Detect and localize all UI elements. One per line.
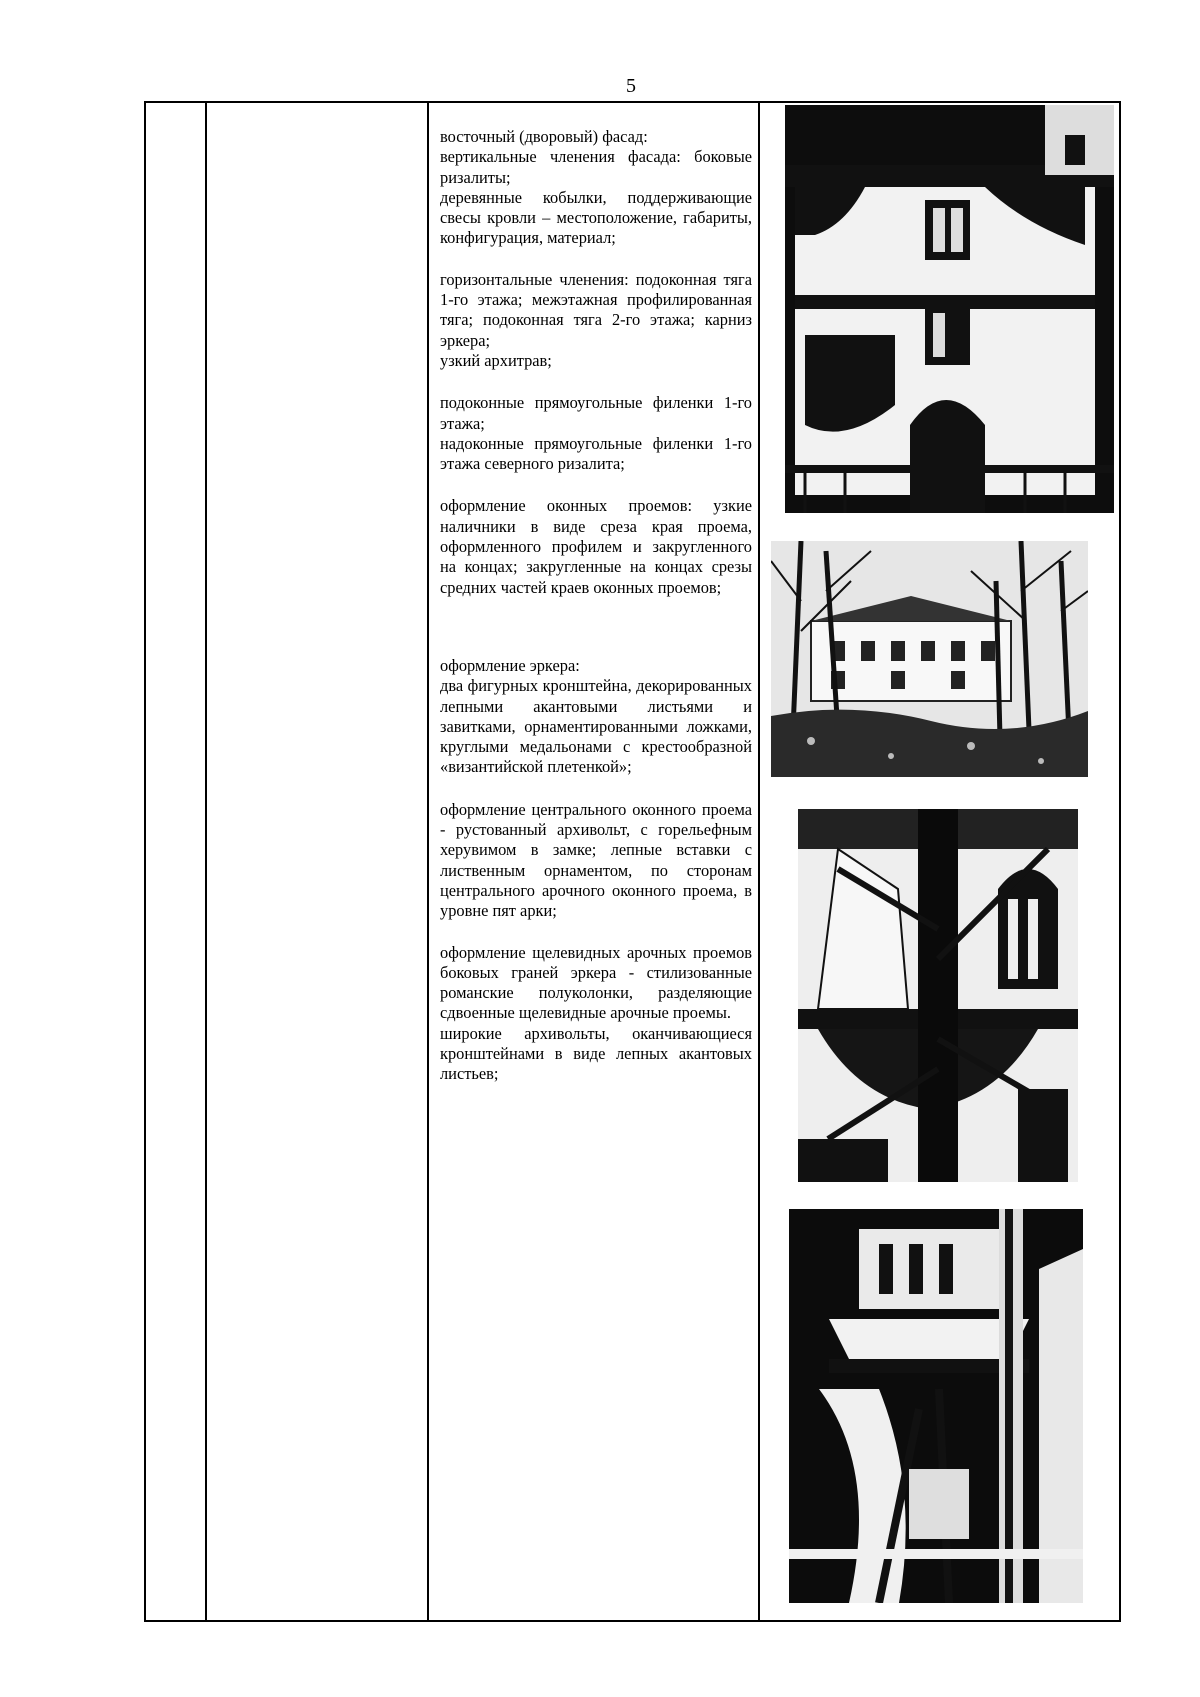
text-line: восточный (дворовый) фасад:	[440, 127, 648, 146]
text-line: широкие архивольты, оканчивающиеся кронштейнами в виде лепных акантовых листьев;	[440, 1023, 752, 1084]
text-line: горизонтальные членения: подоконная тяга 1-го этажа; межэтажная профилированная тяга; подоконная тяга 2-го этажа; карниз эркера;	[440, 269, 752, 350]
text-line: деревянные кобылки, поддерживающие свесы кровли – местоположение, габариты, конфигурация, материал;	[440, 187, 752, 248]
text-block-facade	[440, 127, 752, 249]
text-line: два фигурных кронштейна, декорированных лепными акантовыми листьями и завитками, орнаментированными ложками, круглыми медальонами с крестообразной «византийской плетенкой»;	[440, 676, 752, 777]
text-line: оформление оконных проемов: узкие наличники в виде среза края проема, оформленного профилем и закругленного на концах; закругленные на концах срезы средних частей краев оконных проемов;	[440, 496, 752, 597]
bay-underside-photo	[789, 1209, 1083, 1603]
text-line: вертикальные членения фасада: боковые ризалиты;	[440, 147, 752, 187]
text-block-windows	[440, 496, 752, 597]
text-block-bay	[440, 656, 752, 778]
column-divider	[758, 103, 760, 1620]
monument-table	[144, 101, 1121, 1622]
text-line: узкий архитрав;	[440, 350, 552, 370]
protected-features-text	[440, 127, 752, 1085]
text-block-panels	[440, 393, 752, 474]
text-line: надоконные прямоугольные филенки 1-го этажа северного ризалита;	[440, 433, 752, 474]
facade-photo	[785, 105, 1114, 513]
text-line: оформление щелевидных арочных проемов боковых граней эркера - стилизованные романские полуколонки, разделяющие сдвоенные щелевидные арочные проемы.	[440, 942, 752, 1023]
building-trees-photo	[771, 541, 1088, 777]
bay-window-photo	[798, 809, 1078, 1182]
text-line: оформление эркера:	[440, 655, 580, 675]
page-number: 5	[626, 75, 636, 97]
column-divider	[427, 103, 429, 1620]
text-block-central-window	[440, 800, 752, 922]
text-line: подоконные прямоугольные филенки 1-го этажа;	[440, 393, 752, 433]
text-block-horizontal	[440, 270, 752, 371]
text-block-arched-openings	[440, 943, 752, 1085]
text-line: оформление центрального оконного проема - рустованный архивольт, с горельефным херувимом в замке; лепные вставки с лиственным орнаментом, по сторонам центрального арочного оконного проема, в уровне пят арки;	[440, 799, 752, 921]
column-divider	[205, 103, 207, 1620]
